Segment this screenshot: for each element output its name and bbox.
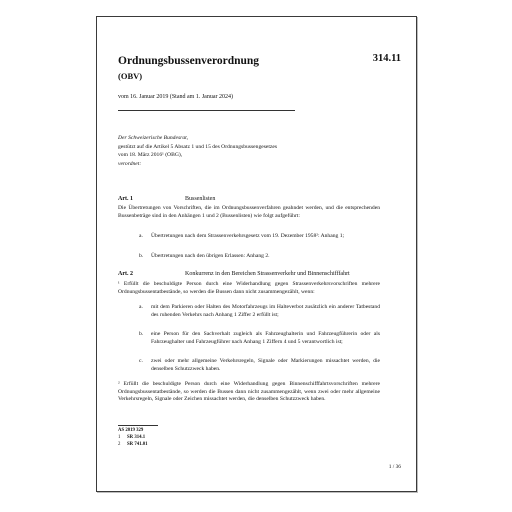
- preamble-issuer: Der Schweizerische Bundesrat,: [118, 135, 189, 141]
- date-line: vom 16. Januar 2019 (Stand am 1. Januar 2024): [118, 94, 233, 100]
- article-2-paragraph-1: ¹ Erfüllt die beschuldigte Person durch eine Widerhandlung gegen Strassenverkehrsvorschriften mehrere Ordnungsbussentatbestände, so werden die Bussen dann nicht zusammengezählt, wenn:: [118, 281, 380, 295]
- footnote-2: SR 741.01: [127, 442, 148, 447]
- title-divider: [118, 110, 295, 111]
- preamble-line-1: gestützt auf die Artikel 5 Absatz 1 und 15 des Ordnungsbussengesetzes: [118, 144, 278, 150]
- page-number: 1 / 36: [388, 464, 401, 470]
- document-page: [96, 16, 417, 492]
- article-1-label: Art. 1: [118, 196, 133, 202]
- article-2-item-b-marker: b.: [139, 331, 144, 337]
- article-1-item-b-marker: b.: [139, 253, 144, 259]
- article-2-item-c-marker: c.: [139, 358, 143, 364]
- article-2-title: Konkurrenz in den Bereichen Strassenverkehr und Binnenschifffahrt: [185, 271, 350, 277]
- document-abbreviation: (OBV): [118, 71, 143, 81]
- footnote-1: SR 314.1: [127, 435, 146, 440]
- article-1-item-a: Übertretungen nach dem Strassenverkehrsgesetz vom 19. Dezember 1958²: Anhang 1;: [151, 233, 345, 239]
- article-1-intro: Die Übertretungen von Vorschriften, die im Ordnungsbussenverfahren geahndet werden, und die entsprechenden Bussenbeträge sind in den Anhängen 1 und 2 (Bussenlisten) wie folgt aufgeführt:: [118, 205, 380, 219]
- sr-number: 314.11: [372, 53, 401, 64]
- footnote-divider: [118, 425, 158, 426]
- preamble-verb: verordnet:: [118, 161, 142, 167]
- preamble-line-2: vom 18. März 2016¹ (OBG),: [118, 152, 183, 158]
- footnote-1-number: 1: [118, 435, 121, 440]
- as-reference: AS 2019 329: [118, 428, 144, 433]
- article-1-item-a-marker: a.: [139, 233, 143, 239]
- article-2-item-c: zwei oder mehr allgemeine Verkehrsregeln, Signale oder Markierungen missachtet werden, die denselben Schutzzweck haben.: [151, 358, 380, 372]
- article-1-title: Bussenlisten: [185, 196, 216, 202]
- document-title: Ordnungsbussenverordnung: [118, 55, 260, 67]
- article-2-label: Art. 2: [118, 271, 133, 277]
- article-2-paragraph-2: ² Erfüllt die beschuldigte Person durch eine Widerhandlung gegen Binnenschifffahrtsvorschriften mehrere Ordnungsbussentatbestände, so werden die Bussen dann nicht zusammengezählt, wenn zwei oder mehr allgemeine Verkehrsregeln, Signale oder Zeichen missachtet werden, die denselben Schutzzweck haben.: [118, 381, 380, 403]
- article-2-item-a: mit dem Parkieren oder Halten des Motorfahrzeugs im Halteverbot zusätzlich ein anderer Tatbestand des ruhenden Verkehrs nach Anhang 1 Ziffer 2 erfüllt ist;: [151, 304, 380, 318]
- article-2-item-a-marker: a.: [139, 304, 143, 310]
- article-1-item-b: Übertretungen nach den übrigen Erlassen: Anhang 2.: [151, 253, 270, 259]
- article-2-item-b: eine Person für den Sachverhalt zugleich als Fahrzeughalterin und Fahrzeugführerin oder als Fahrzeughalter und Fahrzeugführer nach Anhang 1 Ziffern 4 und 5 verantwortlich ist;: [151, 331, 380, 345]
- footnote-2-number: 2: [118, 442, 121, 447]
